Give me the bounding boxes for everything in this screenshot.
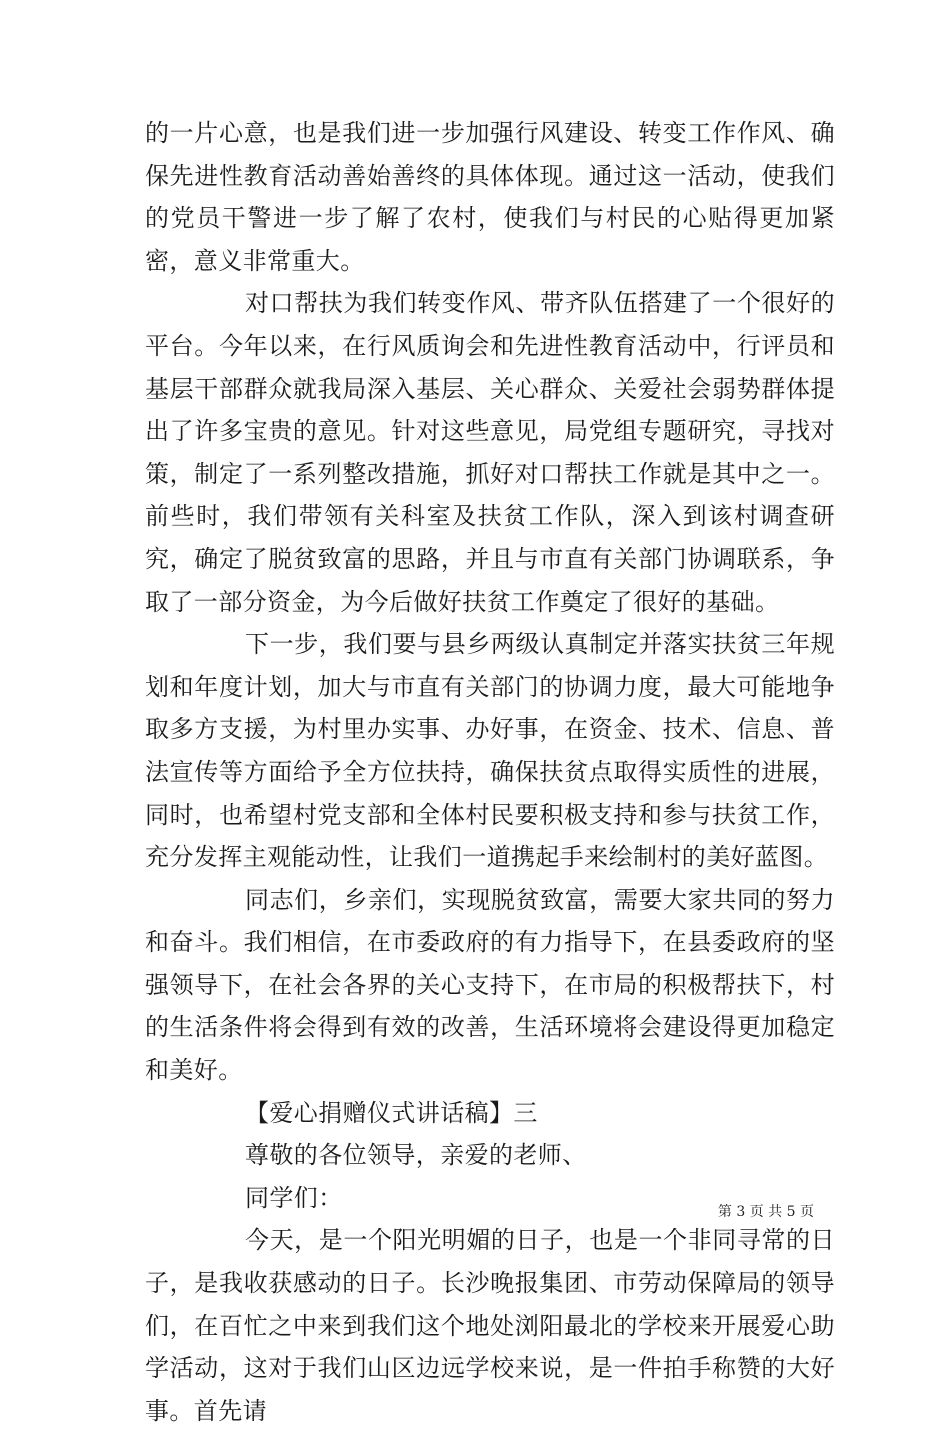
paragraph-partner-support: 对口帮扶为我们转变作风、带齐队伍搭建了一个很好的平台。今年以来，在行风质询会和先进性教育活动中，行评员和基层干部群众就我局深入基层、关心群众、关爱社会弱势群体提出了许多宝贵的意见。针对这些意见，局党组专题研究，寻找对策，制定了一系列整改措施，抓好对口帮扶工作就是其中之一。前些时，我们带领有关科室及扶贫工作队，深入到该村调查研究，确定了脱贫致富的思路，并且与市直有关部门协调联系，争取了一部分资金，为今后做好扶贫工作奠定了很好的基础。	[145, 289, 835, 616]
salutation-line-1: 尊敬的各位领导，亲爱的老师、	[245, 1141, 587, 1170]
paragraph-closing: 同志们，乡亲们，实现脱贫致富，需要大家共同的努力和奋斗。我们相信，在市委政府的有力指导下，在县委政府的坚强领导下，在社会各界的关心支持下，在市局的积极帮扶下，村的生活条件将会得到有效的改善，生活环境将会建设得更加稳定和美好。	[145, 885, 835, 1085]
salutation-line-2: 同学们：	[245, 1183, 343, 1212]
document-body	[145, 112, 835, 1432]
paragraph-next-steps: 下一步，我们要与县乡两级认真制定并落实扶贫三年规划和年度计划，加大与市直有关部门的协调力度，最大可能地争取多方支援，为村里办实事、办好事，在资金、技术、信息、普法宣传等方面给予全方位扶持，确保扶贫点取得实质性的进展，同时，也希望村党支部和全体村民要积极支持和参与扶贫工作，充分发挥主观能动性，让我们一道携起手来绘制村的美好蓝图。	[145, 630, 835, 872]
paragraph-speech-opening: 今天，是一个阳光明媚的日子，也是一个非同寻常的日子，是我收获感动的日子。长沙晚报集团、市劳动保障局的领导们，在百忙之中来到我们这个地处浏阳最北的学校来开展爱心助学活动，这对于我们山区边远学校来说，是一件拍手称赞的大好事。首先请	[145, 1226, 835, 1425]
paragraph-continuation: 的一片心意，也是我们进一步加强行风建设、转变工作作风、确保先进性教育活动善始善终的具体体现。通过这一活动，使我们的党员干警进一步了解了农村，使我们与村民的心贴得更加紧密，意义非常重大。	[145, 119, 835, 275]
section-heading: 【爱心捐赠仪式讲话稿】三	[245, 1098, 538, 1127]
page-number: 第 3 页 共 5 页	[717, 1204, 814, 1220]
